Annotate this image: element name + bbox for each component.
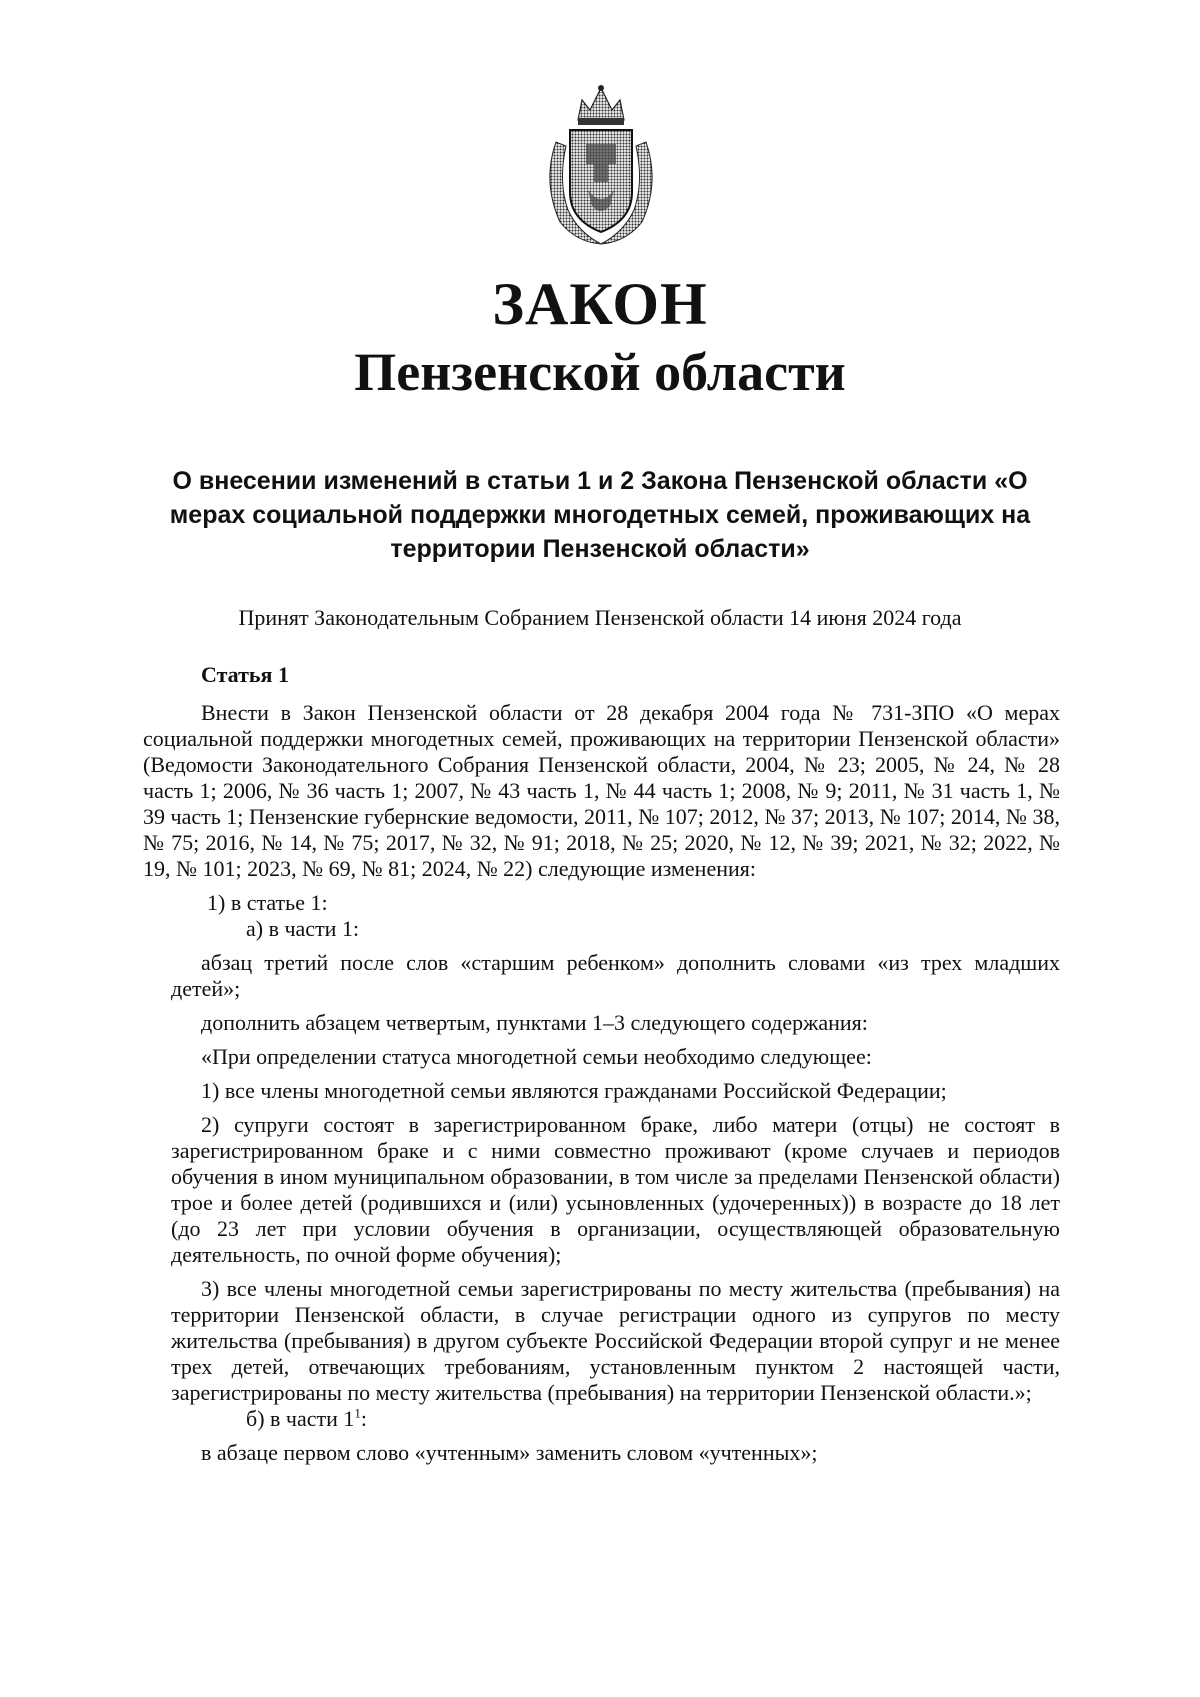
paragraph: 2) супруги состоят в зарегистрированном браке, либо матери (отцы) не состоят в зарегистрированном браке и с ними совместно проживают (кроме случаев и периодов обучения в ином муниципальном образовании, в том числе за пределами Пензенской области) трое и более детей (родившихся и (или) усыновленных (удочеренных)) в возрасте до 18 лет (до 23 лет при условии обучения в организации, осуществляющей образовательную деятельность, по очной форме обучения); bbox=[171, 1112, 1060, 1267]
adoption-note: Принят Законодательным Собранием Пензенской области 14 июня 2024 года bbox=[238, 605, 962, 630]
paragraph: 1) все члены многодетной семьи являются гражданами Российской Федерации; bbox=[201, 1078, 947, 1103]
article-heading: Статья 1 bbox=[201, 662, 289, 687]
article-intro: Внести в Закон Пензенской области от 28 декабря 2004 года № 731-ЗПО «О мерах социальной поддержки многодетных семей, проживающих на территории Пензенской области» (Ведомости Законодательного Собрания Пензенской области, 2004, № 23; 2005, № 24, № 28 часть 1; 2006, № 36 часть 1; 2007, № 43 часть 1, № 44 часть 1; 2008, № 9; 2011, № 31 часть 1, № 39 часть 1; Пензенские губернские ведомости, 2011, № 107; 2012, № 37; 2013, № 107; 2014, № 38, № 75; 2016, № 14, № 75; 2017, № 32, № 91; 2018, № 25; 2020, № 12, № 39; 2021, № 32; 2022, № 19, № 101; 2023, № 69, № 81; 2024, № 22) следующие изменения: bbox=[143, 700, 1060, 881]
list-item bbox=[143, 1406, 1060, 1432]
list-item-text: б) в части 1 bbox=[246, 1406, 355, 1431]
paragraph: дополнить абзацем четвертым, пунктами 1–3 следующего содержания: bbox=[201, 1010, 868, 1035]
law-title: ЗАКОН bbox=[492, 271, 708, 337]
paragraph: абзац третий после слов «старшим ребенком» дополнить словами «из трех младших детей»; bbox=[171, 950, 1060, 1001]
paragraph: в абзаце первом слово «учтенным» заменить словом «учтенных»; bbox=[201, 1440, 818, 1465]
list-item: а) в части 1: bbox=[246, 916, 360, 941]
list-item: 1) в статье 1: bbox=[207, 890, 328, 915]
list-item-tail: : bbox=[360, 1406, 368, 1431]
law-subtitle: О внесении изменений в статьи 1 и 2 Закона Пензенской области «О мерах социальной поддержки многодетных семей, проживающих на территории Пензенской области» bbox=[169, 467, 1031, 563]
superscript: 1 bbox=[354, 1405, 361, 1421]
coat-of-arms-emblem bbox=[538, 82, 664, 248]
document-body bbox=[143, 662, 1060, 1466]
law-region: Пензенской области bbox=[354, 342, 846, 402]
paragraph: 3) все члены многодетной семьи зарегистрированы по месту жительства (пребывания) на территории Пензенской области, в случае регистрации одного из супругов по месту жительства (пребывания) в другом субъекте Российской Федерации второй супруг и не менее трех детей, отвечающих требованиям, установленным пунктом 2 настоящей части, зарегистрированы по месту жительства (пребывания) на территории Пензенской области.»; bbox=[171, 1276, 1060, 1405]
paragraph: «При определении статуса многодетной семьи необходимо следующее: bbox=[201, 1044, 872, 1069]
